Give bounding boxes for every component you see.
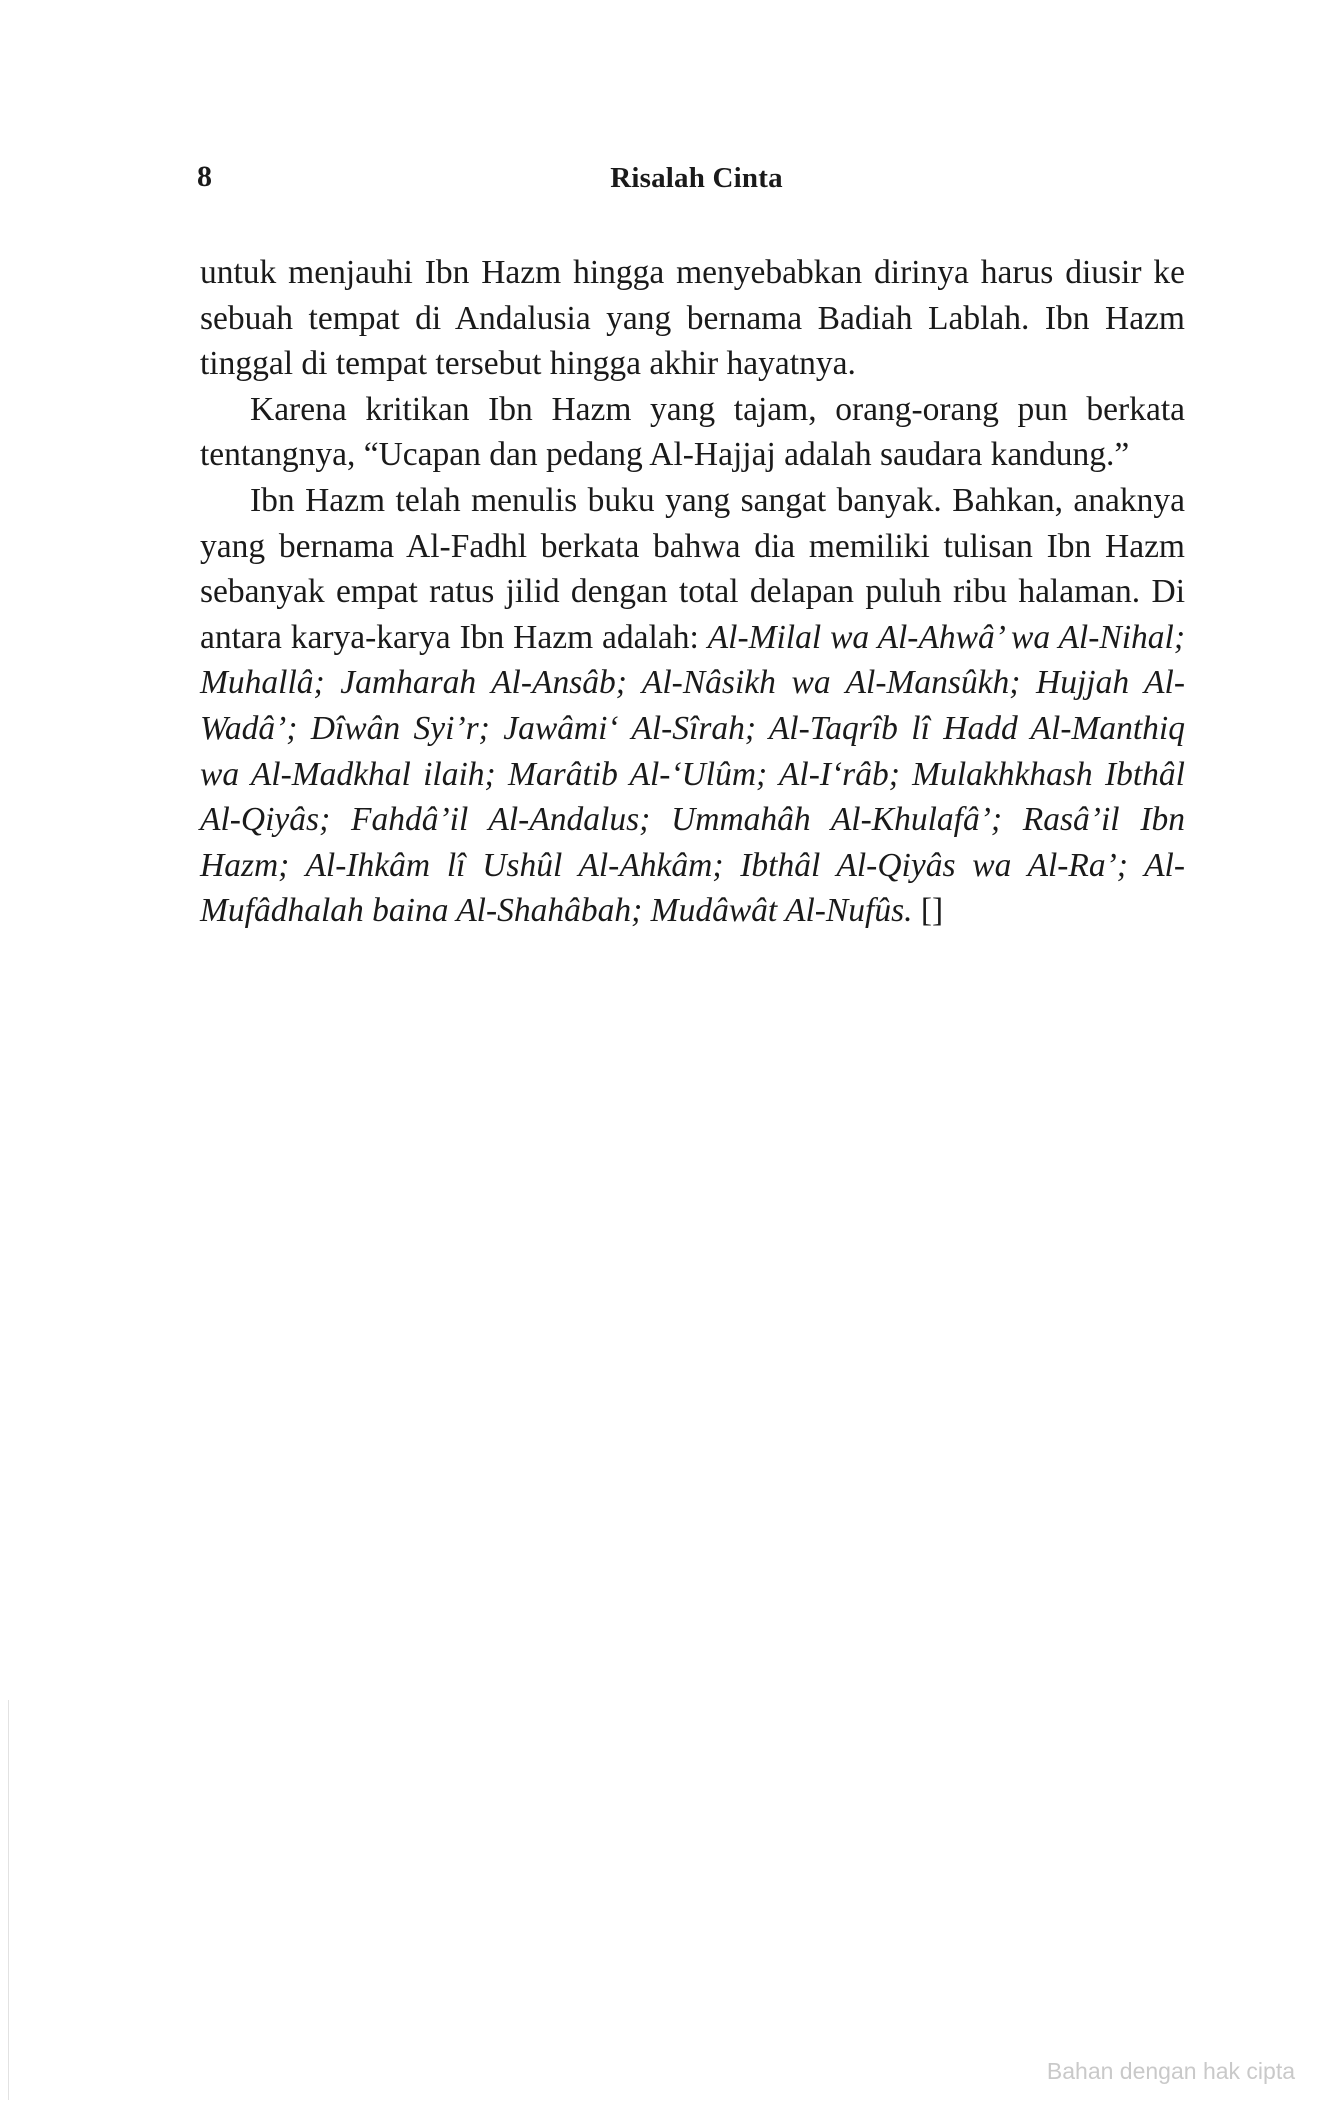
copyright-watermark: Bahan dengan hak cipta	[1046, 2058, 1295, 2084]
paragraph-1: untuk menjauhi Ibn Hazm hingga menyebabkan dirinya harus diusir ke sebuah tempat di Andalusia yang bernama Badiah Lablah. Ibn Hazm tinggal di tempat tersebut hingga akhir hayatnya.	[200, 254, 1185, 383]
paragraph-3-intro: Ibn Hazm telah menulis buku yang sangat banyak. Bahkan, anaknya yang bernama Al-Fadhl berkata bahwa dia memiliki tulisan Ibn Hazm sebanyak empat ratus jilid dengan total delapan puluh ribu halaman. Di antara karya-karya Ibn Hazm adalah:	[200, 481, 1185, 656]
running-title: Risalah Cinta	[610, 162, 783, 194]
page-number: 8	[197, 160, 212, 193]
paragraph-3	[200, 478, 1185, 934]
end-mark: []	[912, 892, 944, 930]
works-list: Al-Milal wa Al-Ahwâ’ wa Al-Nihal; Muhallâ; Jamharah Al-Ansâb; Al-Nâsikh wa Al-Mansûkh; Hujjah Al-Wadâ’; Dîwân Syi’r; Jawâmi‘ Al-Sîrah; Al-Taqrîb lî Hadd Al-Manthiq wa Al-Madkhal ilaih; Marâtib Al-‘Ulûm; Al-I‘râb; Mulakhkhash Ibthâl Al-Qiyâs; Fahdâ’il Al-Andalus; Ummahâh Al-Khulafâ’; Rasâ’il Ibn Hazm; Al-Ihkâm lî Ushûl Al-Ahkâm; Ibthâl Al-Qiyâs wa Al-Ra’; Al-Mufâdhalah baina Al-Shahâbah; Mudâwât Al-Nufûs.	[200, 618, 1185, 930]
scan-edge-line	[8, 1700, 9, 2100]
main-text	[200, 250, 1185, 934]
paragraph-2: Karena kritikan Ibn Hazm yang tajam, orang-orang pun berkata tentangnya, “Ucapan dan pedang Al-Hajjaj adalah saudara kandung.”	[200, 390, 1185, 474]
